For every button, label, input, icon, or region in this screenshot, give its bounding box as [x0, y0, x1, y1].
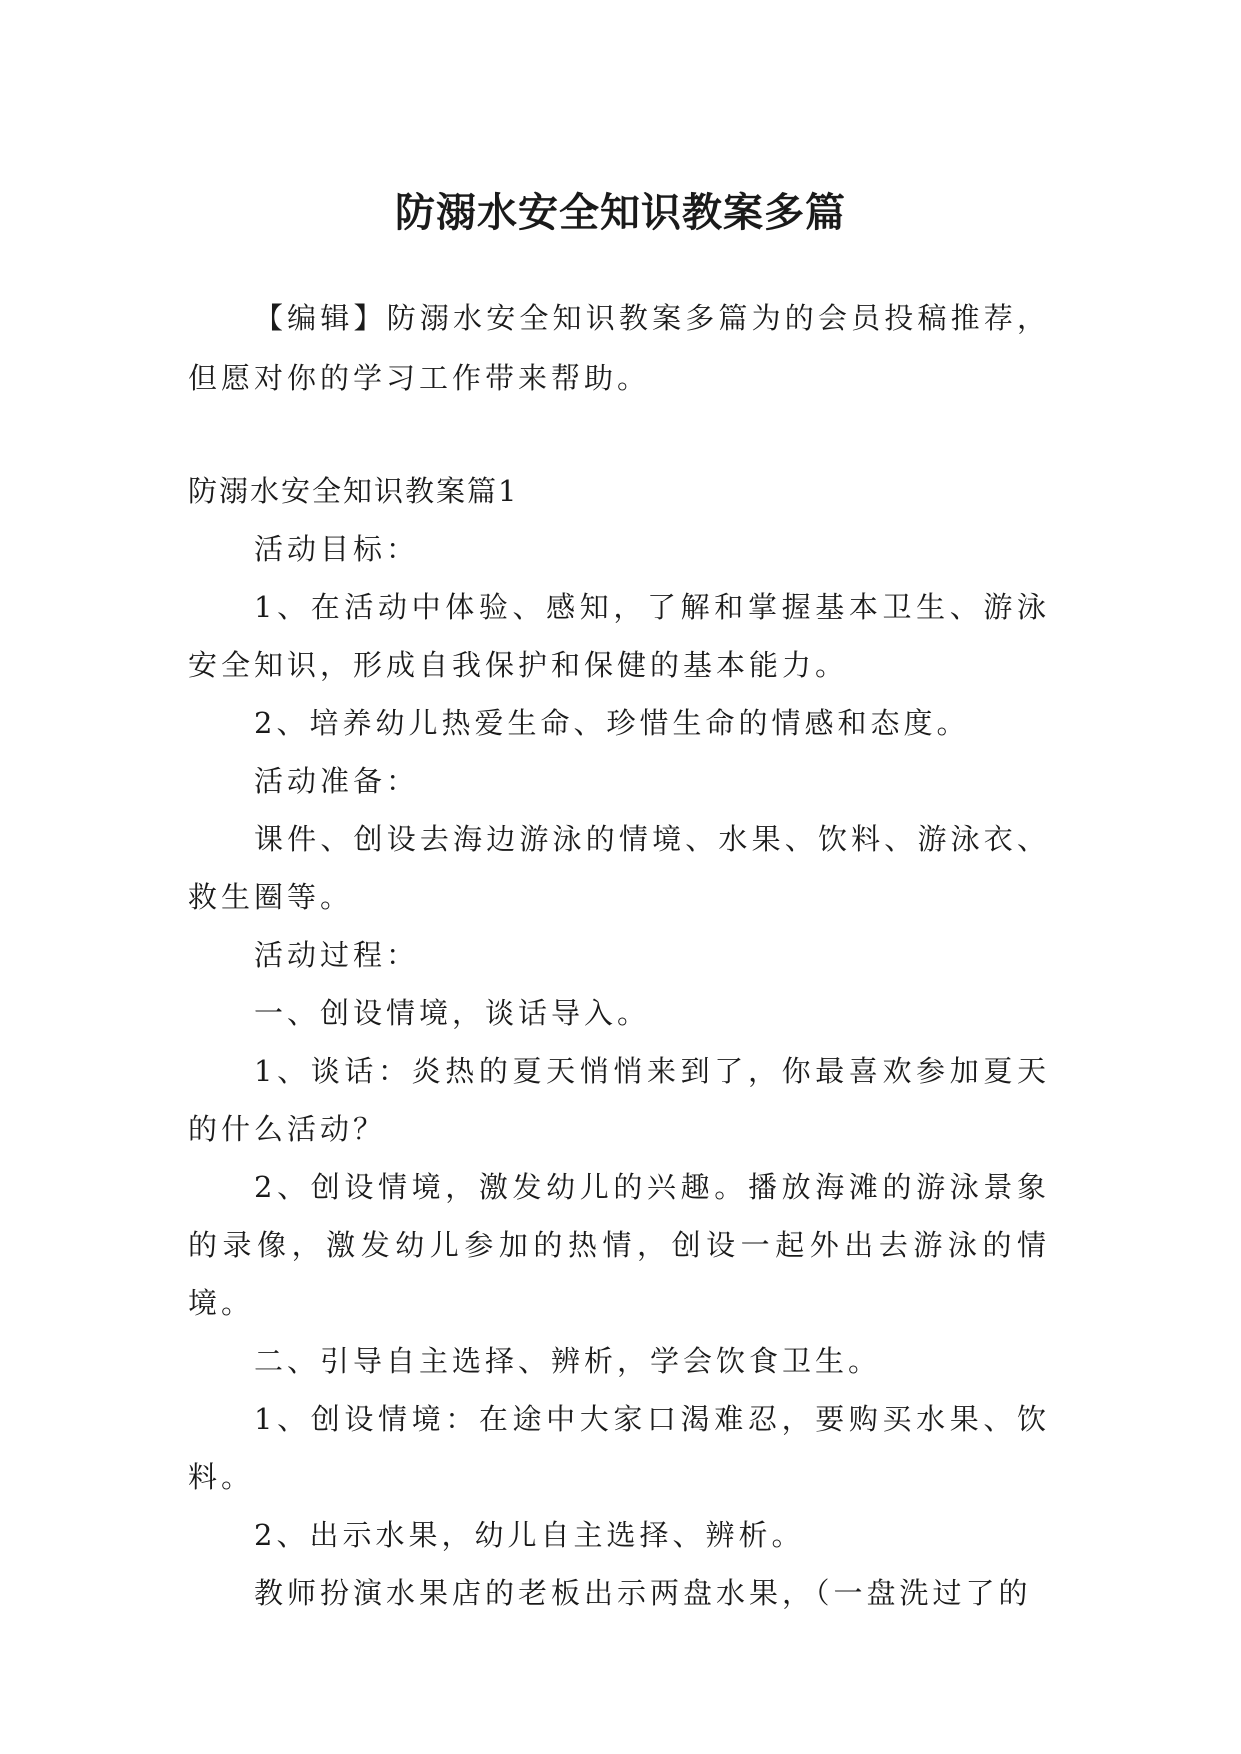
section-heading: 防溺水安全知识教案篇1 — [188, 474, 519, 508]
intro-block — [188, 288, 1050, 408]
paragraph-step-one-1: 1、谈话：炎热的夏天悄悄来到了，你最喜欢参加夏天的什么活动？ — [188, 1054, 1050, 1146]
paragraph-process-heading: 活动过程： — [254, 938, 420, 972]
intro-paragraph: 【编辑】防溺水安全知识教案多篇为的会员投稿推荐，但愿对你的学习工作带来帮助。 — [188, 301, 1050, 395]
document-body — [188, 462, 1050, 1622]
paragraph-step-two-1: 1、创设情境：在途中大家口渴难忍，要购买水果、饮料。 — [188, 1402, 1050, 1494]
paragraph-step-two: 二、引导自主选择、辨析，学会饮食卫生。 — [254, 1344, 882, 1378]
paragraph-goal-2: 2、培养幼儿热爱生命、珍惜生命的情感和态度。 — [254, 706, 970, 740]
paragraph-step-one-2: 2、创设情境，激发幼儿的兴趣。播放海滩的游泳景象的录像，激发幼儿参加的热情，创设一起外出去游泳的情境。 — [188, 1170, 1050, 1320]
paragraph-preparation-heading: 活动准备： — [254, 764, 420, 798]
paragraph-activity-goals-heading: 活动目标： — [254, 532, 420, 566]
paragraph-step-two-2: 2、出示水果，幼儿自主选择、辨析。 — [254, 1518, 805, 1552]
paragraph-preparation: 课件、创设去海边游泳的情境、水果、饮料、游泳衣、救生圈等。 — [188, 822, 1050, 914]
paragraph-goal-1: 1、在活动中体验、感知，了解和掌握基本卫生、游泳安全知识，形成自我保护和保健的基本能力。 — [188, 590, 1050, 682]
paragraph-teacher-roleplay: 教师扮演水果店的老板出示两盘水果，（一盘洗过了的 — [254, 1576, 1032, 1610]
document-title: 防溺水安全知识教案多篇 — [395, 188, 846, 236]
paragraph-step-one: 一、创设情境，谈话导入。 — [254, 996, 651, 1030]
